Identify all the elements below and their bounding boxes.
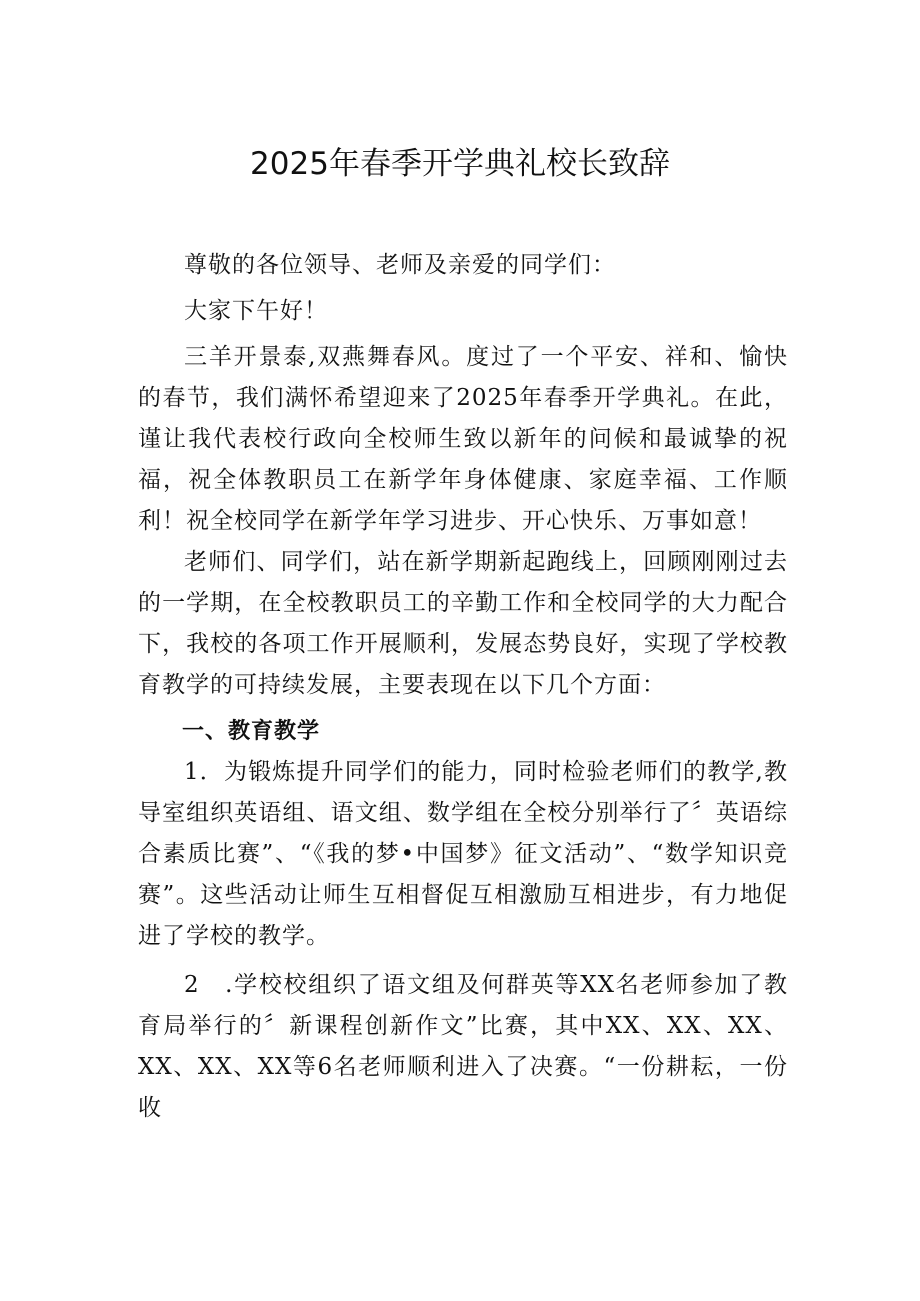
paragraph: 三羊开景泰,双燕舞春风。度过了一个平安、祥和、愉快的春节，我们满怀希望迎来了2025年春季开学典礼。在此，谨让我代表校行政向全校师生致以新年的问候和最诚挚的祝福，祝全体教职员工在新学年身体健康、家庭幸福、工作顺利！祝全校同学在新学年学习进步、开心快乐、万事如意！	[138, 344, 788, 534]
paragraph: 老师们、同学们，站在新学期新起跑线上，回顾刚刚过去的一学期，在全校教职员工的辛勤工作和全校同学的大力配合下，我校的各项工作开展顺利，发展态势良好，实现了学校教育教学的可持续发展，主要表现在以下几个方面：	[138, 549, 788, 698]
greeting: 大家下午好！	[184, 298, 328, 324]
document-title: 2025年春季开学典礼校长致辞	[250, 146, 670, 182]
salutation: 尊敬的各位领导、老师及亲爱的同学们：	[184, 252, 616, 278]
list-item: 2 .学校校组织了语文组及何群英等XX名老师参加了教育局举行的〞新课程创新作文”比赛，其中XX、XX、XX、XX、XX、XX等6名老师顺利进入了决赛。“一份耕耘，一份收	[138, 972, 788, 1121]
document-body	[138, 245, 788, 1129]
section-heading: 一、教育教学	[182, 719, 321, 744]
list-item: 1．为锻炼提升同学们的能力，同时检验老师们的教学,教导室组织英语组、语文组、数学组在全校分别举行了〞英语综合素质比赛”、“《我的梦•中国梦》征文活动”、“数学知识竞赛”。这些活动让师生互相督促互相激励互相进步，有力地促进了学校的教学。	[138, 759, 788, 949]
